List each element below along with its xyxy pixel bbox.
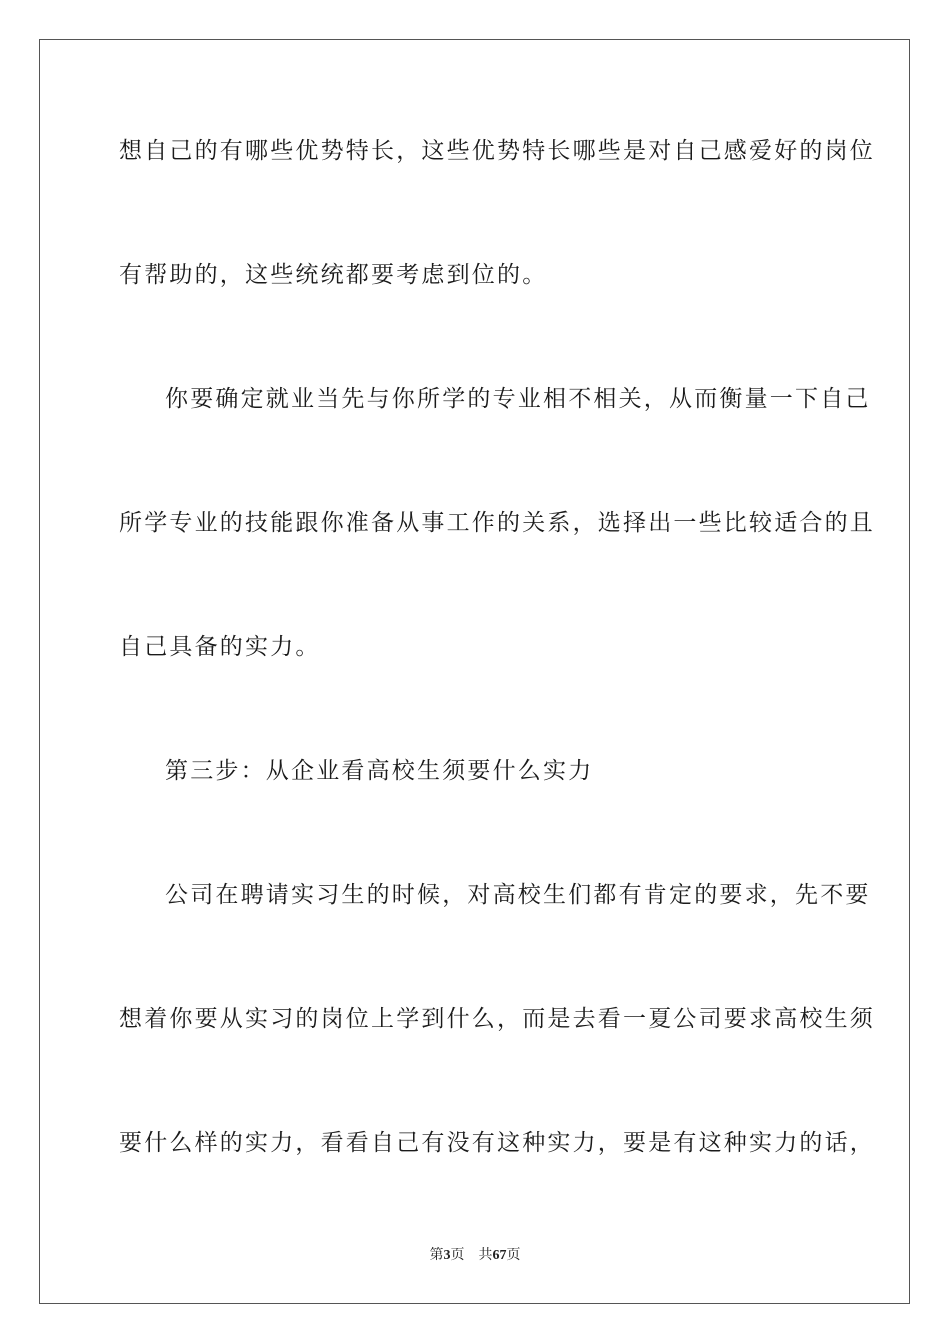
paragraph-line: 有帮助的，这些统统都要考虑到位的。 [119, 262, 548, 288]
page-prefix: 第 [429, 1247, 444, 1263]
page-footer [0, 1246, 950, 1265]
paragraph-line: 你要确定就业当先与你所学的专业相不相关，从而衡量一下自己 [165, 386, 871, 412]
paragraph-line: 想自己的有哪些优势特长，这些优势特长哪些是对自己感爱好的岗位 [119, 138, 875, 164]
paragraph-line: 所学专业的技能跟你准备从事工作的关系，选择出一些比较适合的且 [119, 510, 875, 536]
total-suffix: 页 [506, 1247, 521, 1263]
total-pages: 67 [492, 1248, 507, 1263]
total-prefix: 共 [478, 1247, 493, 1263]
paragraph-line: 想着你要从实习的岗位上学到什么，而是去看一夏公司要求高校生须 [119, 1006, 875, 1032]
section-heading: 第三步：从企业看高校生须要什么实力 [165, 758, 594, 784]
page-number: 3 [443, 1248, 451, 1263]
paragraph-line: 公司在聘请实习生的时候，对高校生们都有肯定的要求，先不要 [165, 882, 871, 908]
page-border [39, 39, 910, 1304]
paragraph-line: 自己具备的实力。 [119, 634, 321, 660]
paragraph-line: 要什么样的实力，看看自己有没有这种实力，要是有这种实力的话， [119, 1130, 875, 1156]
page-suffix: 页 [450, 1247, 465, 1263]
